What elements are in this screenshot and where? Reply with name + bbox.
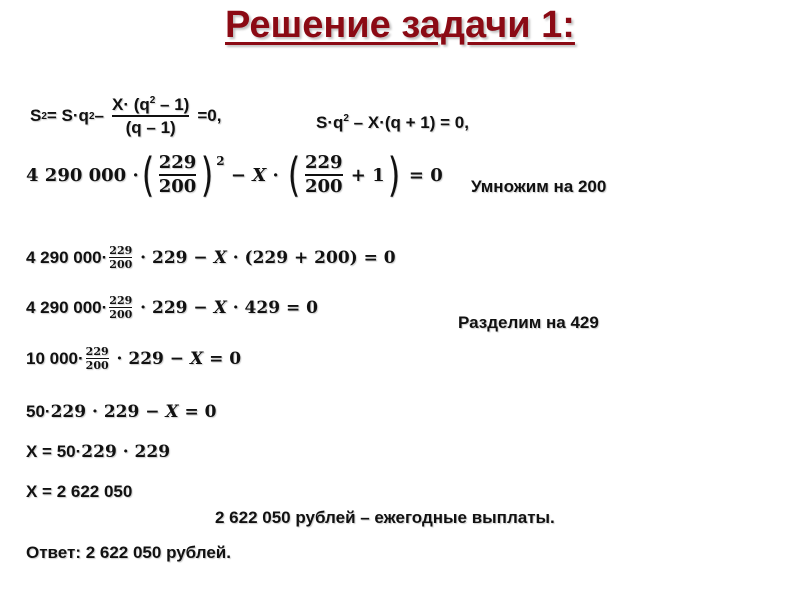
right-paren-2: )	[387, 148, 400, 202]
eq5-frac-den: 200	[85, 359, 109, 372]
equation-line-3	[26, 245, 396, 270]
formula-sub: 2	[41, 110, 47, 122]
fraction-denominator: (q – 1)	[125, 118, 176, 137]
eq5-rest-b: = 0	[203, 348, 242, 369]
eq7-rest: 229 · 229	[81, 442, 171, 462]
eq4-coef: 4 290 000·	[26, 297, 108, 317]
formula-right-sup: 2	[343, 113, 349, 124]
note-multiply: Умножим на 200	[471, 177, 607, 196]
equation-line-7	[26, 442, 170, 462]
eq2-frac2-num: 229	[304, 152, 343, 173]
eq5-x: X	[189, 348, 204, 369]
left-paren-2: (	[287, 148, 301, 202]
formula-minus: –	[94, 106, 104, 125]
equation-result: X = 2 622 050	[26, 482, 133, 501]
eq3-frac-den: 200	[109, 258, 133, 271]
eq2-dot: ·	[266, 164, 285, 186]
formula-sup: 2	[88, 110, 95, 122]
formula-fraction	[112, 96, 189, 136]
eq2-power: 2	[216, 154, 225, 168]
eq2-minus: −	[224, 164, 253, 186]
eq5-coef: 10 000·	[26, 348, 84, 368]
eq5-fraction	[86, 346, 109, 371]
eq2-coef: 4 290 000 ·	[26, 164, 139, 186]
eq3-fraction	[109, 245, 132, 270]
eq3-rest-a: · 229 −	[134, 247, 214, 268]
formula-s2	[30, 96, 221, 136]
equation-line-2	[26, 148, 443, 202]
page-title: Решение задачи 1:	[225, 4, 575, 46]
eq4-rest-a: · 229 −	[134, 297, 214, 318]
eq6-rest-b: = 0	[178, 402, 217, 422]
eq5-rest-a: · 229 −	[110, 348, 190, 369]
eq2-x: X	[252, 164, 267, 186]
equation-line-6	[26, 402, 217, 422]
eq4-rest-b: · 429 = 0	[226, 297, 318, 318]
formula-right-b: – X·(q + 1) = 0,	[348, 113, 469, 132]
eq3-x: X	[213, 247, 227, 268]
left-paren: (	[141, 148, 155, 202]
right-paren: )	[200, 148, 214, 202]
fraction-bar	[112, 115, 189, 117]
eq6-coef: 50·	[26, 402, 51, 421]
equation-line-4	[26, 295, 318, 320]
eq4-fraction	[109, 295, 132, 320]
eq7-lhs: X = 50·	[26, 442, 82, 461]
formula-right-a: S·q	[316, 113, 344, 132]
eq3-coef: 4 290 000·	[26, 247, 108, 267]
numerator-tail: – 1)	[155, 95, 190, 114]
eq5-frac-num: 229	[85, 345, 109, 358]
numerator-sup: 2	[149, 95, 156, 106]
eq2-frac-den: 200	[158, 176, 197, 197]
eq4-frac-num: 229	[109, 294, 133, 307]
answer-text: Ответ: 2 622 050 рублей.	[26, 543, 231, 562]
formula-eq: = S·q	[46, 106, 89, 125]
formula-s: S	[30, 106, 42, 125]
eq2-fraction	[159, 154, 197, 196]
conclusion-text: 2 622 050 рублей – ежегодные выплаты.	[215, 508, 555, 527]
eq4-frac-den: 200	[109, 308, 133, 321]
eq2-fraction-2	[305, 154, 343, 196]
note-divide: Разделим на 429	[458, 313, 599, 332]
eq2-frac2-den: 200	[304, 176, 343, 197]
eq3-rest-b: · (229 + 200) = 0	[226, 247, 396, 268]
formula-tail: =0,	[197, 106, 222, 125]
equation-line-5	[26, 346, 241, 371]
eq4-x: X	[213, 297, 227, 318]
eq6-x: X	[165, 402, 179, 422]
fraction-numerator: X· (q	[111, 95, 150, 114]
eq2-plus-one: + 1	[344, 164, 385, 186]
eq6-rest-a: 229 · 229 −	[50, 402, 166, 422]
formula-right	[316, 113, 469, 133]
eq2-end: = 0	[402, 164, 443, 186]
eq3-frac-num: 229	[109, 244, 133, 257]
eq2-frac-num: 229	[158, 152, 197, 173]
